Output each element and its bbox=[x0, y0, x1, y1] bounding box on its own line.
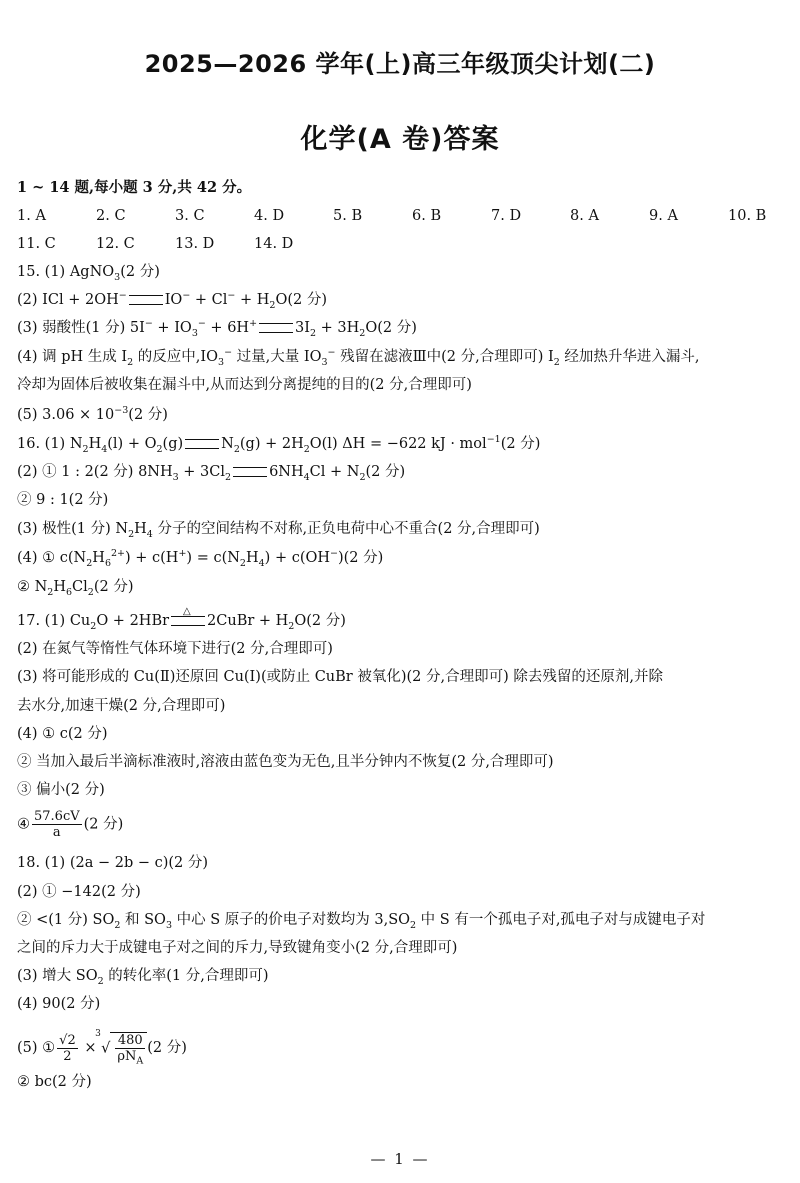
choice-row-2 bbox=[17, 234, 787, 254]
choice-intro: 1 ~ 14 题,每小题 3 分,共 42 分。 bbox=[17, 179, 252, 196]
equals-arrow bbox=[259, 323, 293, 333]
q18-part2-c: 之间的斥力大于成键电子对之间的斥力,导致键角变小(2 分,合理即可) bbox=[17, 940, 458, 956]
q16-part3: (3) 极性(1 分) $N_2H_4$ 分子的空间结构不对称,正负电荷中心不重合(2 分,合理即可) bbox=[17, 521, 540, 540]
answer-1: 1. A bbox=[17, 208, 46, 224]
q16-part4-b: ② $N_2H_6Cl_2(2$ 分) bbox=[17, 579, 134, 598]
q18-part2-b: ② <(1 分) $SO_2$ 和 $SO_3$ 中心 S 原子的价电子对数均为 $3,SO_2$ 中 S 有一个孤电子对,孤电子对与成键电子对 bbox=[17, 912, 706, 931]
fraction: $\frac{√2}{2}$ bbox=[59, 1032, 76, 1064]
answer-subtitle: 化学(A 卷)答案 bbox=[300, 124, 500, 155]
q16-part2-b: ② 9 : 1(2 分) bbox=[17, 492, 109, 508]
answer-5: 5. B bbox=[333, 208, 363, 224]
answer-10: 10. B bbox=[728, 208, 767, 224]
q17-part3-cont: 去水分,加速干燥(2 分,合理即可) bbox=[17, 698, 226, 714]
answer-12: 12. C bbox=[96, 236, 135, 252]
q17-part1: 17. (1) $Cu_2O + 2HBr$ △ 2CuBr + $H_2O(2$ 分) bbox=[17, 611, 787, 631]
answer-8: 8. A bbox=[570, 208, 599, 224]
answer-14: 14. D bbox=[254, 236, 294, 252]
q18-part3: (3) 增大 $SO_2$ 的转化率(1 分,合理即可) bbox=[17, 968, 269, 987]
q17-part4: (4) ① c(2 分) bbox=[17, 726, 108, 742]
q18-part1: 18. (1) (2a − 2b − c)(2 分) bbox=[17, 855, 209, 871]
q15-part5: (5) $3.06 \times 10^{-3}(2$ 分) bbox=[17, 405, 168, 423]
equals-arrow bbox=[233, 467, 267, 477]
fraction: $\frac{480}{\rho N_A}$ bbox=[117, 1033, 144, 1067]
q15-part4-cont: 冷却为固体后被收集在漏斗中,从而达到分离提纯的目的(2 分,合理即可) bbox=[17, 377, 472, 393]
page-number: — 1 — bbox=[370, 1150, 430, 1168]
q17-part4-d: ④ $\frac{57.6cV}{a}$ (2 分) bbox=[17, 809, 124, 840]
heat-symbol: △ bbox=[183, 606, 191, 617]
answer-11: 11. C bbox=[17, 236, 56, 252]
q18-part5: (5) ① $\frac{√2}{2}$ × 3 √ $\frac{480}{\rho N_A}$ (2 分) bbox=[17, 1029, 187, 1067]
answer-3: 3. C bbox=[175, 208, 205, 224]
q18-part4: (4) 90(2 分) bbox=[17, 996, 101, 1012]
answer-9: 9. A bbox=[649, 208, 678, 224]
choice-row-1 bbox=[17, 206, 787, 226]
q15-part1: 15. (1) AgNO$_3$(2 分) bbox=[17, 264, 160, 283]
heat-equals-arrow bbox=[171, 606, 205, 626]
q16-part4: (4) ① $c(N_2H_6^{2+}) + c(H^+) = c(N_2H_4) + c(OH^-)(2$ 分) bbox=[17, 548, 384, 569]
fraction: $\frac{57.6cV}{a}$ bbox=[34, 809, 80, 840]
answer-7: 7. D bbox=[491, 208, 522, 224]
exam-title: 2025—2026 学年(上)高三年级顶尖计划(二) bbox=[144, 50, 656, 78]
cube-root: 3 √ $\frac{480}{\rho N_A}$ bbox=[101, 1032, 147, 1064]
q17-part3: (3) 将可能形成的 Cu(Ⅱ)还原回 Cu(Ⅰ)(或防止 CuBr 被氧化)(2 分,合理即可) 除去残留的还原剂,并除 bbox=[17, 669, 663, 685]
q17-part2: (2) 在氮气等惰性气体环境下进行(2 分,合理即可) bbox=[17, 641, 333, 657]
q16-part1: 16. (1) $N_2H_4(l) + O_2(g) N_2(g) + 2H_2O(l) \Delta H = -622$ kJ · mol$^{-1}$(2 分) bbox=[17, 434, 541, 455]
answer-4: 4. D bbox=[254, 208, 285, 224]
q17-part4-c: ③ 偏小(2 分) bbox=[17, 782, 105, 798]
q17-part4-b: ② 当加入最后半滴标准液时,溶液由蓝色变为无色,且半分钟内不恢复(2 分,合理即可) bbox=[17, 754, 554, 770]
answer-13: 13. D bbox=[175, 236, 215, 252]
q16-part2: (2) ① 1 : 2(2 分) $8NH_3 + 3Cl_2$ $6NH_4Cl + N_2(2$ 分) bbox=[17, 464, 406, 483]
q18-part2: (2) ① −142(2 分) bbox=[17, 884, 141, 900]
answer-2: 2. C bbox=[96, 208, 126, 224]
equals-arrow bbox=[129, 295, 163, 305]
equals-arrow bbox=[185, 439, 219, 449]
q15-part4: (4) 调 pH 生成 $I_2$ 的反应中$,IO_3^-$ 过量,大量 $IO_3^-$ 残留在滤液Ⅲ中(2 分,合理即可) $I_2$ 经加热升华进入漏斗, bbox=[17, 347, 700, 368]
q15-part3: (3) 弱酸性(1 分) $5I^- + IO_3^- + 6H^+$ $3I_2 + 3H_2O(2$ 分) bbox=[17, 318, 417, 339]
q15-part2: (2) ICl + 2OH− $IO^- + Cl^- + H_2O(2$ 分) bbox=[17, 290, 327, 311]
q18-part5-b: ② bc(2 分) bbox=[17, 1074, 92, 1090]
answer-6: 6. B bbox=[412, 208, 442, 224]
